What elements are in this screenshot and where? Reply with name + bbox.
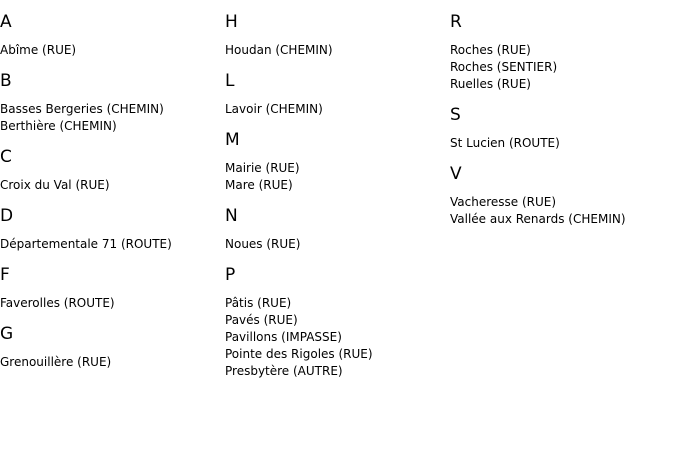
street-list [225, 236, 450, 253]
section-letter-heading: M [225, 130, 240, 150]
letter-section [0, 12, 225, 59]
letter-section [0, 265, 225, 312]
letter-section [225, 71, 450, 118]
street-list [0, 354, 225, 371]
street-list [0, 236, 225, 253]
street-link[interactable]: Houdan (CHEMIN) [225, 43, 333, 57]
section-letter-heading: R [450, 12, 462, 32]
street-list [450, 194, 675, 228]
street-list [0, 101, 225, 135]
street-link[interactable]: Lavoir (CHEMIN) [225, 102, 323, 116]
street-list [225, 101, 450, 118]
letter-section [225, 265, 450, 380]
section-letter-heading: H [225, 12, 238, 32]
street-link[interactable]: Noues (RUE) [225, 237, 301, 251]
section-letter-heading: A [0, 12, 12, 32]
street-list [450, 135, 675, 152]
street-link[interactable]: Berthière (CHEMIN) [0, 119, 117, 133]
street-list [225, 295, 450, 380]
street-link[interactable]: Mare (RUE) [225, 178, 293, 192]
letter-section [225, 206, 450, 253]
street-link[interactable]: Presbytère (AUTRE) [225, 364, 343, 378]
street-link[interactable]: Basses Bergeries (CHEMIN) [0, 102, 164, 116]
street-list [225, 42, 450, 59]
section-letter-heading: G [0, 324, 14, 344]
letter-section [450, 164, 675, 228]
section-letter-heading: V [450, 164, 462, 184]
section-letter-heading: B [0, 71, 12, 91]
street-link[interactable]: Pointe des Rigoles (RUE) [225, 347, 373, 361]
street-link[interactable]: Pâtis (RUE) [225, 296, 292, 310]
street-link[interactable]: Croix du Val (RUE) [0, 178, 110, 192]
letter-section [0, 324, 225, 371]
section-letter-heading: F [0, 265, 10, 285]
section-letter-heading: P [225, 265, 236, 285]
column-2 [225, 0, 450, 380]
section-letter-heading: C [0, 147, 12, 167]
street-link[interactable]: Faverolles (ROUTE) [0, 296, 115, 310]
column-3 [450, 0, 675, 228]
section-letter-heading: S [450, 105, 461, 125]
street-link[interactable]: Pavés (RUE) [225, 313, 298, 327]
street-list [0, 295, 225, 312]
street-link[interactable]: Roches (SENTIER) [450, 60, 558, 74]
section-letter-heading: N [225, 206, 238, 226]
section-letter-heading: L [225, 71, 235, 91]
letter-section [0, 147, 225, 194]
letter-section [225, 130, 450, 194]
column-1 [0, 0, 225, 371]
street-list [0, 177, 225, 194]
street-link[interactable]: Abîme (RUE) [0, 43, 77, 57]
street-list [225, 160, 450, 194]
street-link[interactable]: Vacheresse (RUE) [450, 195, 557, 209]
street-link[interactable]: Roches (RUE) [450, 43, 531, 57]
street-link[interactable]: Mairie (RUE) [225, 161, 300, 175]
street-list [0, 42, 225, 59]
letter-section [450, 12, 675, 93]
street-link[interactable]: Pavillons (IMPASSE) [225, 330, 342, 344]
letter-section [0, 71, 225, 135]
street-link[interactable]: St Lucien (ROUTE) [450, 136, 560, 150]
letter-section [0, 206, 225, 253]
section-letter-heading: D [0, 206, 14, 226]
letter-section [225, 12, 450, 59]
street-link[interactable]: Départementale 71 (ROUTE) [0, 237, 172, 251]
letter-section [450, 105, 675, 152]
street-link[interactable]: Ruelles (RUE) [450, 77, 531, 91]
street-link[interactable]: Grenouillère (RUE) [0, 355, 112, 369]
street-list [450, 42, 675, 93]
street-link[interactable]: Vallée aux Renards (CHEMIN) [450, 212, 626, 226]
